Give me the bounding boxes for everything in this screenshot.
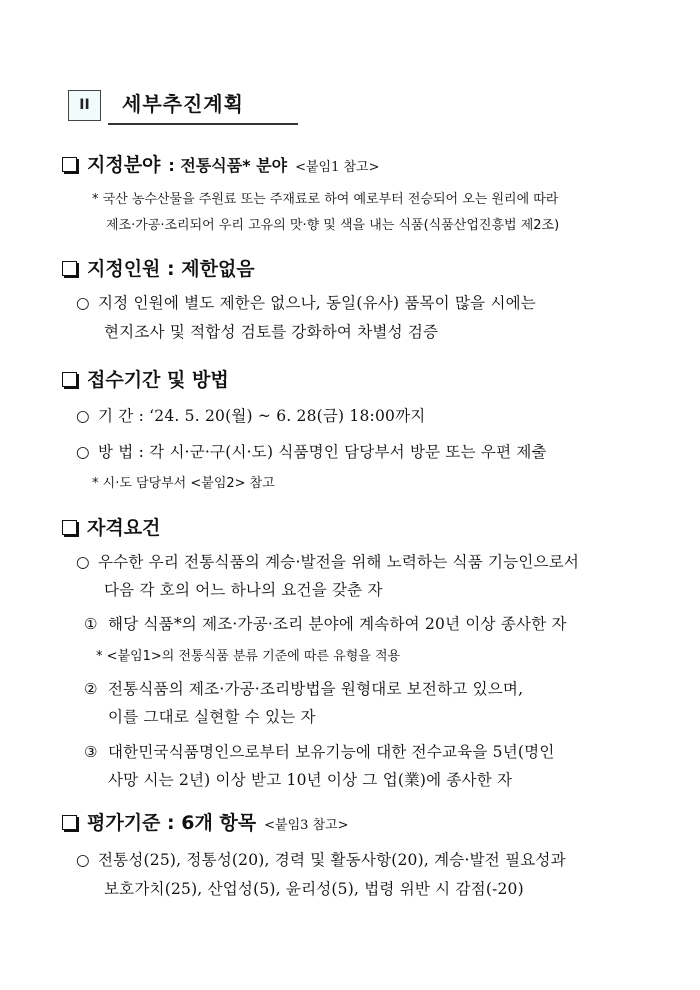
section-heading-application-period [62,365,229,392]
criterion-text: 전통식품의 제조·가공·조리방법을 원형대로 보전하고 있으며, [108,680,524,698]
circle-bullet-icon: ○ [76,851,90,869]
list-item-text: 기 간 : ‘24. 5. 20(월) ~ 6. 28(금) 18:00까지 [98,407,426,425]
list-item [76,550,579,572]
square-bullet-icon [62,815,77,830]
footnote-line: * 국산 농수산물을 주원료 또는 주재료로 하여 예로부터 전승되어 오는 원리에 따라 [92,192,559,207]
list-item-method [76,440,547,462]
circle-bullet-icon: ○ [76,553,90,571]
attachment-reference: <붙임1 참고> [295,160,380,175]
chapter-underline [108,123,298,125]
circle-bullet-icon: ○ [76,294,90,312]
criterion-text: 대한민국식품명인으로부터 보유기능에 대한 전수교육을 5년(명인 [108,743,555,761]
circle-bullet-icon: ○ [76,443,90,461]
square-bullet-icon [62,261,77,276]
square-bullet-icon [62,157,77,172]
heading-text: 자격요건 [87,517,161,539]
list-item [76,291,536,313]
heading-subtext: : 전통식품* 분야 [168,156,288,175]
list-item-period [76,404,425,426]
list-item-text: 방 법 : 각 시·군·구(시·도) 식품명인 담당부서 방문 또는 우편 제출 [98,443,547,461]
heading-text: 지정인원 : 제한없음 [87,258,255,280]
chapter-number-box: II [68,90,101,121]
criterion-continuation: 이를 그대로 실현할 수 있는 자 [108,708,316,726]
list-item-continuation: 현지조사 및 적합성 검토를 강화하여 차별성 검증 [104,323,439,341]
footnote-line: * 시·도 담당부서 <붙임2> 참고 [92,476,275,491]
criterion-text: 해당 식품*의 제조·가공·조리 분야에 계속하여 20년 이상 종사한 자 [108,615,567,633]
criterion-continuation: 사망 시는 2년) 이상 받고 10년 이상 그 업(業)에 종사한 자 [108,771,513,789]
circled-number-1-icon: ① [84,615,98,633]
list-item-continuation: 다음 각 호의 어느 하나의 요건을 갖춘 자 [104,581,383,599]
heading-text: 지정분야 [87,154,161,176]
square-bullet-icon [62,520,77,535]
section-heading-qualifications [62,513,160,540]
list-item-text: 전통성(25), 정통성(20), 경력 및 활동사항(20), 계승·발전 필요성과 [98,851,566,869]
criterion-1 [84,612,567,634]
section-heading-evaluation-criteria [62,808,349,835]
circled-number-2-icon: ② [84,680,98,698]
list-item-text: 우수한 우리 전통식품의 계승·발전을 위해 노력하는 식품 기능인으로서 [98,553,580,571]
criterion-2 [84,677,523,699]
square-bullet-icon [62,372,77,387]
list-item-continuation: 보호가치(25), 산업성(5), 윤리성(5), 법령 위반 시 감점(-20) [104,880,524,898]
attachment-reference: <붙임3 참고> [264,818,349,833]
criterion-footnote: * <붙임1>의 전통식품 분류 기준에 따른 유형을 적용 [96,649,401,664]
chapter-title: 세부추진계획 [122,92,244,116]
circled-number-3-icon: ③ [84,743,98,761]
section-heading-designation-count [62,254,255,281]
list-item [76,848,566,870]
heading-text: 평가기준 : 6개 항목 [87,812,257,834]
footnote-line: 제조·가공·조리되어 우리 고유의 맛·향 및 색을 내는 식품(식품산업진흥법 제2조) [106,218,560,233]
list-item-text: 지정 인원에 별도 제한은 없으나, 동일(유사) 품목이 많을 시에는 [98,294,536,312]
section-heading-designation-field [62,150,380,177]
criterion-3 [84,740,555,762]
circle-bullet-icon: ○ [76,407,90,425]
heading-text: 접수기간 및 방법 [87,369,229,391]
